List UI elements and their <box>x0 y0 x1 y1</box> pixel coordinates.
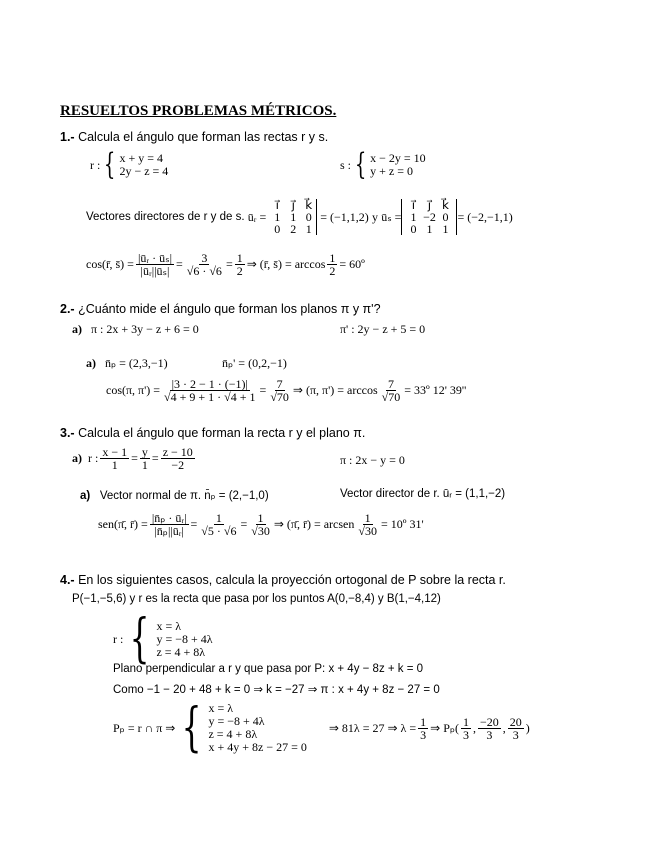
equals: = <box>259 383 267 397</box>
problem-3-number: 3.- <box>60 426 75 440</box>
fraction <box>478 716 501 741</box>
left-brace: { <box>354 147 367 182</box>
numerator: x − 1 <box>102 445 128 459</box>
result-text: ⇒ (π̄, r̄) = arcsen <box>273 517 355 531</box>
sen-left: sen(π̄, r̄) = <box>98 517 148 531</box>
fraction <box>380 378 403 403</box>
problem-4-number: 4.- <box>60 573 75 587</box>
denominator: √70 <box>270 390 289 404</box>
mat-cell: j⃗ <box>291 198 295 212</box>
numerator: 1 <box>364 511 371 525</box>
final-result: = 10º 31' <box>380 517 424 531</box>
denominator: |n̄ₚ||ūᵣ| <box>154 524 184 538</box>
line-r-continuous <box>72 446 197 471</box>
problem-2-number: 2.- <box>60 302 75 316</box>
problem-1-heading <box>60 130 328 144</box>
denominator: √4 + 9 + 1 · √4 + 1 <box>164 390 256 404</box>
system-eq: x + 4y + 8z − 27 = 0 <box>208 740 307 754</box>
normals-row <box>86 356 168 371</box>
denominator: −2 <box>171 458 185 472</box>
denominator: 2 <box>236 264 243 278</box>
problem-2-heading <box>60 302 381 316</box>
result-text: ⇒ (π, π') = arccos <box>292 383 378 397</box>
problem-2-statement: ¿Cuánto mide el ángulo que forman los planos π y π'? <box>78 302 381 316</box>
cos-planes-formula <box>106 378 466 403</box>
mat-cell: k⃗ <box>441 198 449 212</box>
final-result: = 33º 12' 39'' <box>404 383 467 397</box>
mat-cell: 0 <box>442 210 449 224</box>
fraction <box>140 446 150 471</box>
numerator: 1 <box>420 714 427 729</box>
mat-cell: 1 <box>426 222 433 236</box>
equals: = <box>190 517 198 531</box>
equals: = <box>131 451 138 465</box>
fraction <box>100 446 129 471</box>
plane-pi: π : 2x − y = 0 <box>340 453 405 467</box>
equals: = <box>151 451 159 465</box>
numerator: 1 <box>329 251 336 265</box>
mat-cell: j⃗ <box>427 198 432 212</box>
connector-y: y <box>372 209 378 224</box>
us-label: ūₛ = <box>381 209 402 224</box>
result-text: ⇒ (r̄, s̄) = arccos <box>246 257 326 271</box>
param-eq: y = −8 + 4λ <box>156 631 213 646</box>
mat-cell: 1 <box>301 223 317 235</box>
numerator: 1 <box>236 251 243 265</box>
line-s-system <box>340 147 426 182</box>
numerator: 3 <box>201 251 208 265</box>
line-r-eq-1: x + y = 4 <box>119 151 163 165</box>
page-title: RESUELTOS PROBLEMAS MÉTRICOS. <box>60 103 337 119</box>
equals: = <box>240 517 248 531</box>
mat-cell: i⃗ <box>275 198 279 212</box>
mat-cell: 1 <box>274 210 281 224</box>
item-label: a) <box>86 356 96 370</box>
equals: = <box>175 257 183 271</box>
numerator: |3 · 2 − 1 · (−1)| <box>171 377 248 391</box>
solution-point: ⇒ Pₚ( <box>430 720 460 735</box>
fraction <box>508 716 524 741</box>
line-s-eq-1: x − 2y = 10 <box>370 151 426 165</box>
problem-4-heading <box>60 573 506 587</box>
numerator: 1 <box>463 714 470 729</box>
left-brace: { <box>181 698 202 758</box>
mat-cell: −2 <box>423 210 436 224</box>
numerator: z − 10 <box>162 445 193 459</box>
denominator: √30 <box>251 524 270 538</box>
line-r-label: r : <box>113 631 124 646</box>
sen-formula <box>98 512 424 537</box>
fraction <box>199 512 238 537</box>
cos-left: cos(r̄, s̄) = <box>86 257 134 271</box>
fraction <box>235 252 245 277</box>
fraction <box>461 716 471 741</box>
fraction <box>161 446 195 471</box>
plane-pi-row <box>72 322 199 337</box>
director-vector-text: Vector director de r. ūᵣ = (1,1,−2) <box>340 488 506 500</box>
projection-label: Pₚ = r ∩ π ⇒ <box>113 720 176 735</box>
como-line: Como −1 − 20 + 48 + k = 0 ⇒ k = −27 ⇒ π : x + 4y + 8z − 27 = 0 <box>113 684 440 696</box>
fraction <box>356 512 379 537</box>
numerator: 20 <box>509 714 522 729</box>
cos-left: cos(π, π') = <box>106 383 161 397</box>
mat-cell: 1 <box>442 222 449 236</box>
line-s-label: s : <box>340 157 352 172</box>
line-r-system <box>90 147 169 182</box>
problem-3-heading <box>60 426 365 440</box>
normal-pi: n̄ₚ = (2,3,−1) <box>105 356 168 370</box>
problem-1-number: 1.- <box>60 130 75 144</box>
denominator: √30 <box>358 524 377 538</box>
param-eq: x = λ <box>156 618 182 633</box>
mat-cell: 1 <box>410 210 417 224</box>
determinant-s <box>401 199 457 235</box>
problem-1-statement: Calcula el ángulo que forman las rectas r y s. <box>78 130 329 144</box>
denominator: 1 <box>111 458 118 472</box>
fraction <box>268 378 291 403</box>
numerator: −20 <box>480 714 499 729</box>
normal-pi-prime: n̄ₚ' = (0,2,−1) <box>222 356 287 370</box>
line-r-label: r : <box>88 451 99 465</box>
numerator: |ūᵣ · ūₛ| <box>137 251 172 265</box>
equals: = <box>225 257 233 271</box>
fraction <box>162 378 257 403</box>
direction-vectors-text: Vectores directores de r y de s. <box>86 211 245 223</box>
denominator: 2 <box>329 264 336 278</box>
fraction <box>249 512 272 537</box>
item-label: a) <box>72 451 82 465</box>
us-result: = (−2,−1,1) <box>457 209 513 224</box>
projection-system: Pₚ = r ∩ π ⇒ { x = λ y = −8 + 4λ z = 4 + 8λ x + 4y + 8z − 27 = 0 ⇒ 81λ = 27 ⇒ λ = $\frac{1}{3}$ ⇒ Pₚ( $\frac{1}{3}$ , $\frac{-20}{3}$ , $\frac{20}{3}$ ) <box>113 698 530 758</box>
mat-cell: 2 <box>290 222 297 236</box>
system-eq: z = 4 + 8λ <box>208 727 258 741</box>
fraction <box>327 252 337 277</box>
problem-4-data: P(−1,−5,6) y r es la recta que pasa por los puntos A(0,−8,4) y B(1,−4,12) <box>72 593 441 605</box>
numerator: 1 <box>257 511 264 525</box>
cos-rs-formula <box>86 252 365 277</box>
normal-vector-row <box>80 488 269 502</box>
system-eq: y = −8 + 4λ <box>208 714 265 728</box>
mat-cell: k⃗ <box>301 199 317 211</box>
item-label: a) <box>72 322 82 336</box>
mat-cell: 0 <box>301 211 317 223</box>
numerator: 7 <box>276 377 283 391</box>
param-eq: z = 4 + 8λ <box>156 644 206 659</box>
final-result: = 60º <box>339 257 365 271</box>
denominator: 1 <box>141 458 148 472</box>
denominator: √5 · √6 <box>201 524 237 538</box>
system-eq: x = λ <box>208 701 234 715</box>
direction-vectors-row <box>86 199 513 235</box>
line-r-label: r : <box>90 157 101 172</box>
fraction <box>150 512 189 537</box>
denominator: |ūᵣ||ūₛ| <box>140 264 170 278</box>
left-brace: { <box>129 609 150 669</box>
ur-label: ūᵣ = <box>247 209 267 224</box>
line-r-parametric <box>113 609 213 669</box>
mat-cell: i⃗ <box>411 198 416 212</box>
line-s-eq-2: y + z = 0 <box>370 164 413 178</box>
denominator: √70 <box>381 390 401 404</box>
numerator: y <box>141 445 148 459</box>
denominator: 3 <box>486 727 493 742</box>
numerator: |n̄ₚ · ūᵣ| <box>151 511 187 525</box>
problem-4-statement: En los siguientes casos, calcula la proyección ortogonal de P sobre la recta r. <box>78 573 506 587</box>
numerator: 7 <box>387 377 394 391</box>
denominator: √6 · √6 <box>186 264 222 278</box>
plane-pi-prime: π' : 2y − z + 5 = 0 <box>340 322 426 336</box>
fraction <box>185 252 224 277</box>
denominator: 3 <box>463 727 470 742</box>
fraction <box>136 252 174 277</box>
problem-3-statement: Calcula el ángulo que forman la recta r y el plano π. <box>78 426 366 440</box>
line-r-eq-2: 2y − z = 4 <box>119 164 169 178</box>
determinant-r <box>266 199 320 235</box>
mat-cell: 0 <box>274 222 281 236</box>
ur-result: = (−1,1,2) <box>320 209 369 224</box>
item-label: a) <box>80 490 91 502</box>
perpendicular-plane-text: Plano perpendicular a r y que pasa por P: x + 4y − 8z + k = 0 <box>113 663 424 675</box>
left-brace: { <box>104 147 116 182</box>
numerator: 1 <box>215 511 222 525</box>
plane-pi: π : 2x + 3y − z + 6 = 0 <box>91 322 199 336</box>
close-paren: ) <box>525 720 530 735</box>
solution-text: ⇒ 81λ = 27 ⇒ λ = <box>328 720 417 735</box>
mat-cell: 1 <box>290 210 297 224</box>
denominator: 3 <box>420 727 427 742</box>
denominator: 3 <box>512 727 519 742</box>
fraction <box>418 716 428 741</box>
mat-cell: 0 <box>410 222 417 236</box>
normal-vector-text: Vector normal de π. n̄ₚ = (2,−1,0) <box>99 490 269 502</box>
